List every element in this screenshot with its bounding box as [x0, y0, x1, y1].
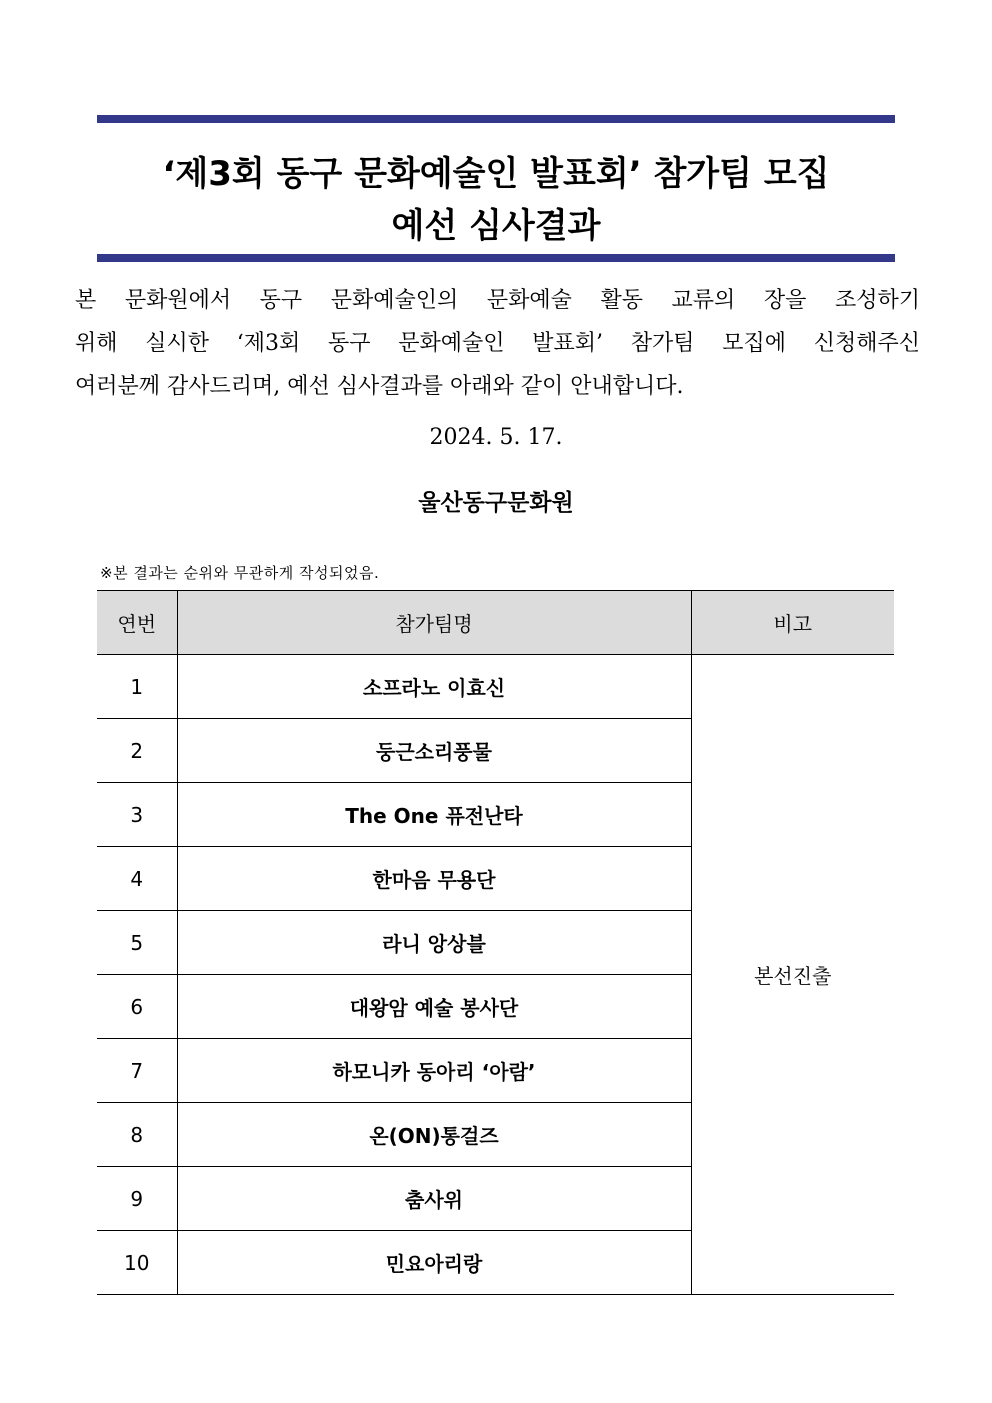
title-bottom-bar — [97, 254, 895, 262]
row-team-name: 민요아리랑 — [177, 1231, 691, 1295]
row-number: 1 — [97, 655, 177, 719]
row-number: 2 — [97, 719, 177, 783]
intro-paragraph — [75, 279, 920, 408]
row-number: 4 — [97, 847, 177, 911]
row-team-name: 둥근소리풍물 — [177, 719, 691, 783]
row-number: 10 — [97, 1231, 177, 1295]
row-team-name: 춤사위 — [177, 1167, 691, 1231]
row-team-name: 라니 앙상블 — [177, 911, 691, 975]
results-table — [97, 590, 894, 1295]
intro-line-3: 여러분께 감사드리며, 예선 심사결과를 아래와 같이 안내합니다. — [75, 374, 684, 399]
header-number: 연번 — [97, 591, 177, 655]
organization-name: 울산동구문화원 — [418, 490, 574, 516]
header-team: 참가팀명 — [177, 591, 691, 655]
title-top-bar — [97, 115, 895, 123]
intro-line-2: 위해 실시한 ‘제3회 동구 문화예술인 발표회’ 참가팀 모집에 신청해주신 — [75, 331, 920, 356]
document-title-line1: ‘제3회 동구 문화예술인 발표회’ 참가팀 모집 — [162, 154, 830, 194]
document-title-line2: 예선 심사결과 — [391, 206, 601, 246]
remarks-cell: 본선진출 — [691, 655, 894, 1295]
intro-line-1: 본 문화원에서 동구 문화예술인의 문화예술 활동 교류의 장을 조성하기 — [75, 288, 920, 313]
table-row — [97, 655, 894, 719]
row-team-name: 한마음 무용단 — [177, 847, 691, 911]
announcement-date: 2024. 5. 17. — [429, 425, 563, 450]
row-team-name: 하모니카 동아리 ‘아람’ — [177, 1039, 691, 1103]
row-team-name: The One 퓨전난타 — [177, 783, 691, 847]
results-body — [97, 655, 894, 1295]
row-number: 3 — [97, 783, 177, 847]
row-number: 9 — [97, 1167, 177, 1231]
row-number: 8 — [97, 1103, 177, 1167]
table-header-row — [97, 591, 894, 655]
row-team-name: 소프라노 이효신 — [177, 655, 691, 719]
row-team-name: 대왕암 예술 봉사단 — [177, 975, 691, 1039]
ranking-note: ※본 결과는 순위와 무관하게 작성되었음. — [100, 564, 380, 582]
row-number: 6 — [97, 975, 177, 1039]
header-remarks: 비고 — [691, 591, 894, 655]
row-number: 7 — [97, 1039, 177, 1103]
row-number: 5 — [97, 911, 177, 975]
row-team-name: 온(ON)통걸즈 — [177, 1103, 691, 1167]
